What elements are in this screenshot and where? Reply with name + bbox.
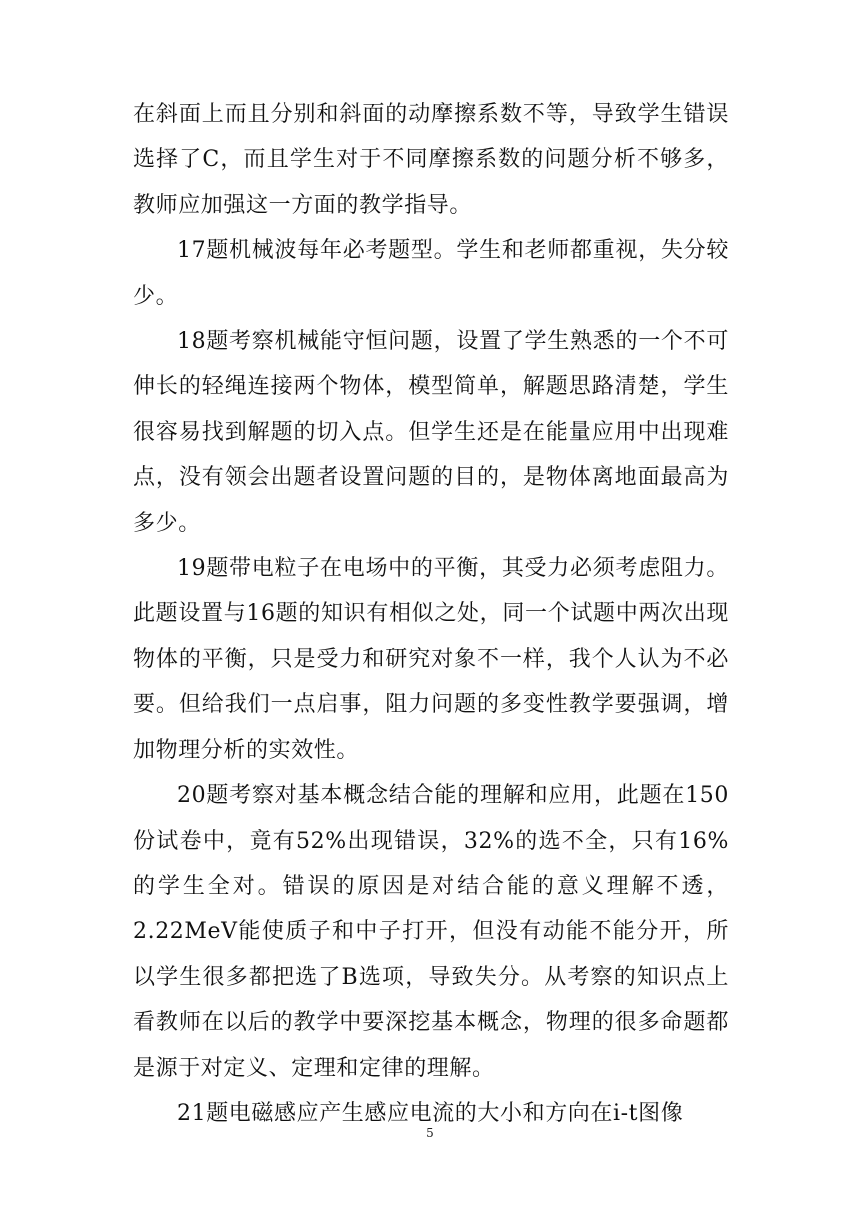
paragraph-question-19: 19题带电粒子在电场中的平衡，其受力必须考虑阻力。此题设置与16题的知识有相似之处，同一个试题中两次出现物体的平衡，只是受力和研究对象不一样，我个人认为不必要。但给我们一点启事，阻力问题的多变性教学要强调，增加物理分析的实效性。 — [133, 556, 729, 763]
paragraph-question-17: 17题机械波每年必考题型。学生和老师都重视，失分较少。 — [133, 238, 729, 309]
paragraph-question-20: 20题考察对基本概念结合能的理解和应用，此题在150份试卷中，竟有52%出现错误，32%的选不全，只有16%的学生全对。错误的原因是对结合能的意义理解不透，2.22MeV能使质子和中子打开，但没有动能不能分开，所以学生很多都把选了B选项，导致失分。从考察的知识点上看教师在以后的教学中要深挖基本概念，物理的很多命题都是源于对定义、定理和定律的理解。 — [133, 783, 729, 1081]
paragraph-question-21: 21题电磁感应产生感应电流的大小和方向在i-t图像 — [177, 1100, 684, 1126]
paragraph-continuation: 在斜面上而且分别和斜面的动摩擦系数不等，导致学生错误选择了C，而且学生对于不同摩擦系数的问题分析不够多，教师应加强这一方面的教学指导。 — [133, 102, 729, 218]
page-number: 5 — [426, 1126, 434, 1140]
paragraph-question-18: 18题考察机械能守恒问题，设置了学生熟悉的一个不可伸长的轻绳连接两个物体，模型简单，解题思路清楚，学生很容易找到解题的切入点。但学生还是在能量应用中出现难点，没有领会出题者设置问题的目的，是物体离地面最高为多少。 — [133, 329, 729, 536]
body-text — [133, 92, 729, 1136]
